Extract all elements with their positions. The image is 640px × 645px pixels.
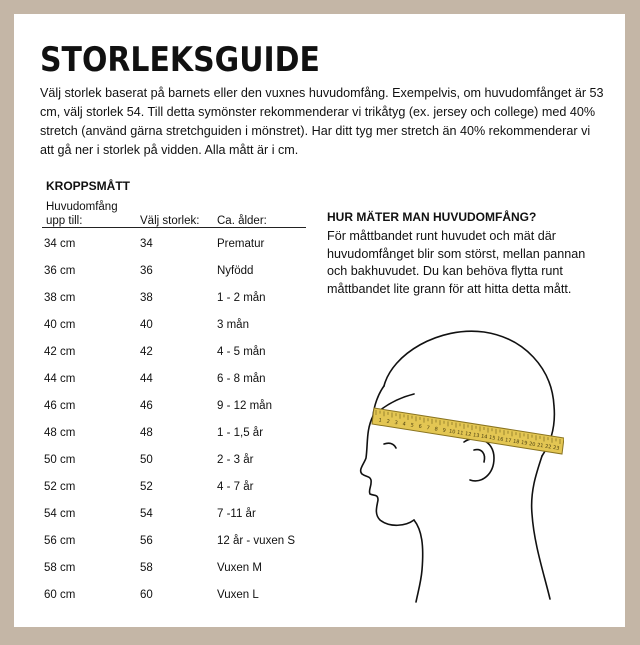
- cell-circumference: 36 cm: [44, 265, 76, 277]
- cell-size: 48: [140, 427, 153, 439]
- header-circumference: [46, 200, 118, 228]
- tape-number: 9: [442, 427, 447, 434]
- cell-size: 52: [140, 481, 153, 493]
- cell-age: 1 - 2 mån: [217, 292, 266, 304]
- table-row: [14, 508, 314, 535]
- cell-size: 58: [140, 562, 153, 574]
- cell-circumference: 48 cm: [44, 427, 76, 439]
- cell-circumference: 50 cm: [44, 454, 76, 466]
- tape-number: 18: [512, 438, 520, 446]
- table-row: [14, 238, 314, 265]
- header-circumference-line1: Huvudomfång: [46, 201, 118, 213]
- table-row: [14, 454, 314, 481]
- cell-circumference: 46 cm: [44, 400, 76, 412]
- tape-number: 22: [544, 443, 552, 451]
- table-row: [14, 346, 314, 373]
- tape-number: 2: [386, 418, 391, 426]
- table-row: [14, 535, 314, 562]
- tape-number: 10: [448, 428, 456, 436]
- tape-number: 11: [456, 429, 464, 437]
- table-row: [14, 562, 314, 589]
- cell-circumference: 34 cm: [44, 238, 76, 250]
- cell-age: Vuxen M: [217, 562, 262, 574]
- table-row: [14, 319, 314, 346]
- cell-circumference: 56 cm: [44, 535, 76, 547]
- tape-number: 13: [472, 432, 480, 440]
- tape-number: 6: [418, 423, 423, 431]
- cell-age: 7 -11 år: [217, 508, 256, 520]
- cell-age: 9 - 12 mån: [217, 400, 272, 412]
- cell-circumference: 54 cm: [44, 508, 76, 520]
- cell-size: 42: [140, 346, 153, 358]
- cell-age: Nyfödd: [217, 265, 254, 277]
- tape-number: 4: [402, 421, 407, 428]
- header-divider: [42, 227, 306, 228]
- cell-age: Prematur: [217, 238, 265, 250]
- page-title: STORLEKSGUIDE: [40, 40, 320, 80]
- cell-circumference: 60 cm: [44, 589, 76, 601]
- cell-age: 1 - 1,5 år: [217, 427, 264, 439]
- cell-circumference: 52 cm: [44, 481, 76, 493]
- table-row: [14, 427, 314, 454]
- cell-size: 50: [140, 454, 153, 466]
- table-title: KROPPSMÅTT: [46, 179, 130, 193]
- measure-text: För måttbandet runt huvudet och mät där huvudomfånget blir som störst, mellan pannan och bakhuvudet. Du kan behöva flytta runt måttbandet lite grann för att hitta detta mått.: [327, 229, 586, 296]
- cell-size: 46: [140, 400, 153, 412]
- cell-size: 36: [140, 265, 153, 277]
- cell-circumference: 44 cm: [44, 373, 76, 385]
- cell-circumference: 40 cm: [44, 319, 76, 331]
- cell-size: 44: [140, 373, 153, 385]
- cell-age: 6 - 8 mån: [217, 373, 266, 385]
- cell-circumference: 58 cm: [44, 562, 76, 574]
- tape-number: 5: [410, 422, 415, 429]
- cell-size: 60: [140, 589, 153, 601]
- cell-size: 40: [140, 319, 153, 331]
- measuring-tape: [372, 408, 564, 454]
- tape-number: 14: [480, 433, 488, 441]
- cell-size: 38: [140, 292, 153, 304]
- header-circumference-line2: upp till:: [46, 215, 83, 227]
- head-outline: [361, 331, 555, 602]
- table-row: [14, 400, 314, 427]
- header-age: Ca. ålder:: [217, 215, 267, 227]
- measure-title: HUR MÄTER MAN HUVUDOMFÅNG?: [327, 210, 537, 224]
- cell-age: 4 - 5 mån: [217, 346, 266, 358]
- tape-number: 3: [394, 419, 399, 427]
- tape-number: 17: [504, 437, 512, 445]
- tape-number: 7: [426, 424, 431, 432]
- table-row: [14, 373, 314, 400]
- tape-number: 12: [464, 431, 472, 438]
- header-size: Välj storlek:: [140, 215, 200, 227]
- tape-number: 16: [496, 436, 504, 444]
- cell-age: 2 - 3 år: [217, 454, 254, 466]
- tape-number: 8: [434, 426, 439, 433]
- cell-age: 12 år - vuxen S: [217, 535, 295, 547]
- head-measuring-illustration: [344, 324, 564, 604]
- table-row: [14, 292, 314, 319]
- table-row: [14, 265, 314, 292]
- size-guide-card: [14, 14, 625, 627]
- table-row: [14, 589, 314, 616]
- intro-text: Välj storlek baserat på barnets eller den vuxnes huvudomfång. Exempelvis, om huvudomfånget är 53 cm, välj storlek 54. Till detta symönster rekommenderar vi trikåtyg (ex. jersey och college) med 40% stretch (använd gärna stretchguiden i mönstret). Har ditt tyg mer stretch än 40% rekommenderar vi att gå ner i storlek på vidden. Alla mått är i cm.: [40, 86, 604, 157]
- cell-size: 54: [140, 508, 153, 520]
- tape-number: 21: [536, 442, 544, 450]
- tape-number: 1: [378, 417, 383, 424]
- tape-number: 19: [520, 439, 528, 447]
- cell-circumference: 38 cm: [44, 292, 76, 304]
- cell-size: 56: [140, 535, 153, 547]
- cell-circumference: 42 cm: [44, 346, 76, 358]
- tape-number: 20: [528, 441, 536, 449]
- cell-age: Vuxen L: [217, 589, 259, 601]
- cell-age: 3 mån: [217, 319, 249, 331]
- cell-age: 4 - 7 år: [217, 481, 254, 493]
- table-row: [14, 481, 314, 508]
- tape-number: 15: [488, 434, 496, 442]
- cell-size: 34: [140, 238, 153, 250]
- tape-number: 23: [552, 444, 560, 452]
